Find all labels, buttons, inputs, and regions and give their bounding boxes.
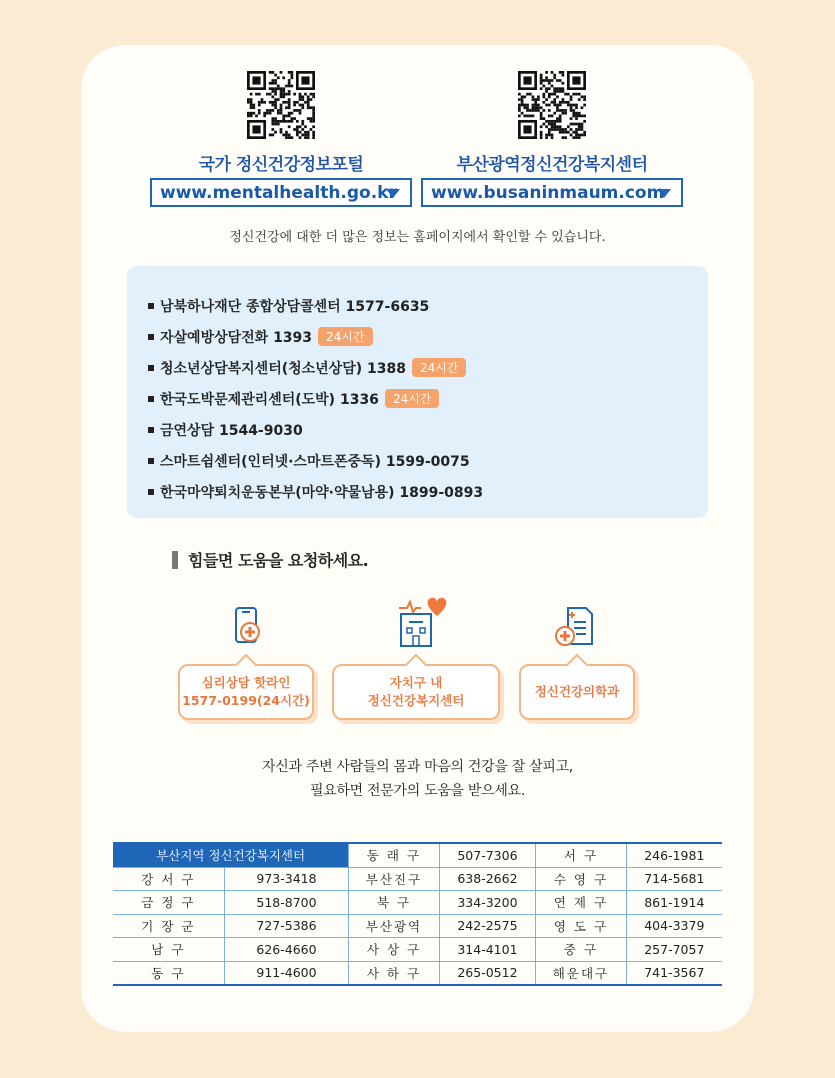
hotline-text: 남북하나재단 종합상담콜센터 1577-6635 [160, 298, 430, 315]
center-table [113, 842, 722, 986]
table-row [113, 961, 722, 985]
table-cell: 626-4660 [224, 938, 349, 962]
portal-title-busan: 부산광역정신건강복지센터 [456, 155, 648, 175]
table-cell: 강 서 구 [113, 867, 224, 891]
table-cell: 북 구 [349, 891, 439, 915]
table-cell: 638-2662 [439, 867, 536, 891]
help-heading [172, 548, 368, 571]
table-cell: 507-7306 [439, 843, 536, 867]
table-cell: 314-4101 [439, 938, 536, 962]
hotline-item [148, 321, 483, 352]
table-row [113, 914, 722, 938]
option-line2: 정신건강복지센터 [367, 693, 465, 708]
portal-title-national: 국가 정신건강정보포털 [198, 155, 364, 175]
table-cell: 금 정 구 [113, 891, 224, 915]
table-cell: 861-1914 [626, 891, 722, 915]
table-cell: 242-2575 [439, 914, 536, 938]
help-option-district-center [332, 664, 500, 720]
24h-badge: 24시간 [318, 327, 372, 346]
table-cell: 246-1981 [626, 843, 722, 867]
hotline-item [148, 445, 483, 476]
medical-document-icon [554, 606, 594, 648]
table-cell: 741-3567 [626, 961, 722, 985]
table-cell: 265-0512 [439, 961, 536, 985]
24h-badge: 24시간 [412, 358, 466, 377]
bullet-icon [148, 396, 154, 402]
hospital-heart-icon [397, 594, 455, 648]
hotline-item [148, 476, 483, 507]
help-option-psychiatry [519, 664, 635, 720]
table-cell: 사 하 구 [349, 961, 439, 985]
table-row [113, 891, 722, 915]
table-cell: 동 구 [113, 961, 224, 985]
homepage-note: 정신건강에 대한 더 많은 정보는 홈페이지에서 확인할 수 있습니다. [229, 230, 606, 245]
caret-down-icon [386, 189, 400, 198]
hotline-item [148, 290, 483, 321]
url-text: www.mentalhealth.go.kr [160, 182, 397, 203]
advice-line: 자신과 주변 사람들의 몸과 마음의 건강을 잘 살피고, [262, 759, 573, 775]
bullet-icon [148, 334, 154, 340]
hotline-list [148, 290, 483, 507]
bullet-icon [148, 365, 154, 371]
caret-down-icon [657, 189, 671, 198]
url-link-busaninmaum[interactable] [421, 178, 683, 207]
table-cell: 334-3200 [439, 891, 536, 915]
url-text: www.busaninmaum.com [431, 182, 665, 203]
table-cell: 714-5681 [626, 867, 722, 891]
table-cell: 연 제 구 [536, 891, 626, 915]
hotline-text: 자살예방상담전화 1393 [160, 329, 313, 346]
hotline-text: 한국도박문제관리센터(도박) 1336 [160, 391, 379, 408]
bullet-icon [148, 303, 154, 309]
option-line1: 심리상담 핫라인 [201, 675, 291, 690]
24h-badge: 24시간 [385, 389, 439, 408]
table-cell: 중 구 [536, 938, 626, 962]
table-row [113, 938, 722, 962]
phone-cross-icon [232, 606, 264, 646]
table-cell: 기 장 군 [113, 914, 224, 938]
option-line1: 정신건강의학과 [534, 684, 620, 699]
table-cell: 부산광역 [349, 914, 439, 938]
table-cell: 404-3379 [626, 914, 722, 938]
help-heading-text: 힘들면 도움을 요청하세요. [188, 551, 369, 570]
bullet-icon [148, 489, 154, 495]
hotline-item [148, 383, 483, 414]
help-option-hotline [178, 664, 314, 720]
table-cell: 부산진구 [349, 867, 439, 891]
table-cell: 727-5386 [224, 914, 349, 938]
table-cell: 해운대구 [536, 961, 626, 985]
table-cell: 서 구 [536, 843, 626, 867]
hotline-text: 스마트쉼센터(인터넷·스마트폰중독) 1599-0075 [160, 453, 470, 470]
table-cell: 257-7057 [626, 938, 722, 962]
table-cell: 동 래 구 [349, 843, 439, 867]
table-cell: 남 구 [113, 938, 224, 962]
bullet-icon [148, 427, 154, 433]
table-row [113, 867, 722, 891]
table-cell: 사 상 구 [349, 938, 439, 962]
hotline-text: 한국마약퇴치운동본부(마약·약물남용) 1899-0893 [160, 484, 484, 501]
option-line1: 자치구 내 [389, 675, 443, 690]
table-cell: 518-8700 [224, 891, 349, 915]
qr-code-busaninmaum[interactable] [518, 71, 586, 139]
table-cell: 영 도 구 [536, 914, 626, 938]
hotline-text: 청소년상담복지센터(청소년상담) 1388 [160, 360, 406, 377]
table-cell: 911-4600 [224, 961, 349, 985]
hotline-item [148, 414, 483, 445]
table-header: 부산지역 정신건강복지센터 [113, 843, 349, 867]
url-link-mentalhealth[interactable] [150, 178, 412, 207]
advice-line: 필요하면 전문가의 도움을 받으세요. [310, 783, 525, 799]
hotline-text: 금연상담 1544-9030 [160, 422, 303, 439]
heading-bar-icon [172, 551, 178, 569]
advice-text [0, 755, 835, 803]
table-cell: 수 영 구 [536, 867, 626, 891]
qr-code-mentalhealth[interactable] [247, 71, 315, 139]
hotline-item [148, 352, 483, 383]
table-cell: 973-3418 [224, 867, 349, 891]
bullet-icon [148, 458, 154, 464]
option-line2: 1577-0199(24시간) [182, 693, 310, 708]
table-row [113, 843, 722, 867]
